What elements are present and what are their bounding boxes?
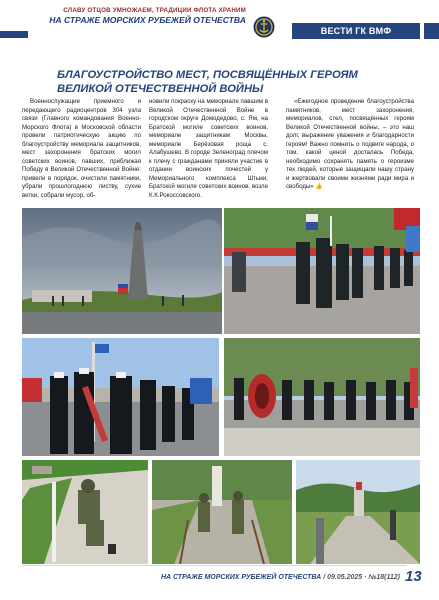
- page-footer: [157, 574, 400, 581]
- photo-honor-guard: [22, 338, 219, 456]
- article-column-2: [149, 98, 268, 200]
- article-quote: [286, 98, 414, 192]
- photo-cleaned-memorial: [296, 460, 420, 564]
- photo-memorial-stele: [22, 208, 222, 334]
- page-header: [0, 0, 439, 52]
- footer-issue: 09.05.2025 · №18(112): [327, 574, 400, 581]
- footer-separator: /: [323, 574, 326, 581]
- article-paragraph: Военнослужащие приемного и передающего радиоцентров 304 узла связи (Главного командования Военно-Морского Флота) в Московской области провели патриотическую акцию по благоустройству мемориала защитников, мест захоронения братских могил советских воинов, павших, приближая Победу в Великой Отечественной Войне: привели в порядок, очистили памятники, убрали прошлогоднюю листву, сухие ветки, собрали мусор, об-: [22, 98, 141, 199]
- photo-raking-leaves: [152, 460, 292, 564]
- photo-march-with-flags: [224, 208, 420, 334]
- section-title: ВЕСТИ ГК ВМФ: [320, 26, 392, 36]
- header-stripe-right: [424, 23, 439, 39]
- article-column-3: [286, 98, 414, 192]
- header-tagline-top: СЛАВУ ОТЦОВ УМНОЖАЕМ, ТРАДИЦИИ ФЛОТА ХРАНИМ: [63, 7, 246, 14]
- header-tagline-main: НА СТРАЖЕ МОРСКИХ РУБЕЖЕЙ ОТЕЧЕСТВА: [49, 15, 246, 25]
- footer-publication: НА СТРАЖЕ МОРСКИХ РУБЕЖЕЙ ОТЕЧЕСТВА: [160, 574, 322, 581]
- article-paragraph: новили покраску на мемориале павшим в Великой Отечественной Войне в городском округе Домодедово, с. Ям, на Братской могиле советских воинов, мемориале защитникам Москвы, мемориале Берёзовая роща с. Алабушево. В городе Зеленоград плечом к плечу с гражданами приняли участие в отдании воинских почестей у Мемориального комплекса Штыки, Братской могиле советских воинов, возле К.К.Рокоссовского.: [149, 98, 268, 199]
- quote-text: «Ежегодное проведение благоустройства памятников, мест захоронения, мемориалов, стел, посвящённых героям Великой Отечественной войны, – это наш долг, выражение уважения и благодарности героям! Важно помнить о подвиге народа, о том, какой ценой досталась Победа, необходимо сохранять память о героизме тех людей, которые защищали нашу страну и жертвовали своими жизнями ради мира и свободы»: [286, 98, 414, 190]
- photo-painting-curb: [22, 460, 148, 564]
- page-number: 13: [405, 568, 422, 585]
- naval-emblem-icon: [253, 16, 275, 38]
- article-title: БЛАГОУСТРОЙСТВО МЕСТ, ПОСВЯЩЁННЫХ ГЕРОЯМ ВЕЛИКОЙ ОТЕЧЕСТВЕННОЙ ВОЙНЫ: [57, 69, 358, 95]
- header-stripe-left: [0, 31, 28, 38]
- photo-wreath-ceremony: [224, 338, 420, 456]
- thumbs-up-icon: 👍: [315, 183, 323, 190]
- footer-divider: [22, 565, 407, 566]
- article-column-1: [22, 98, 141, 200]
